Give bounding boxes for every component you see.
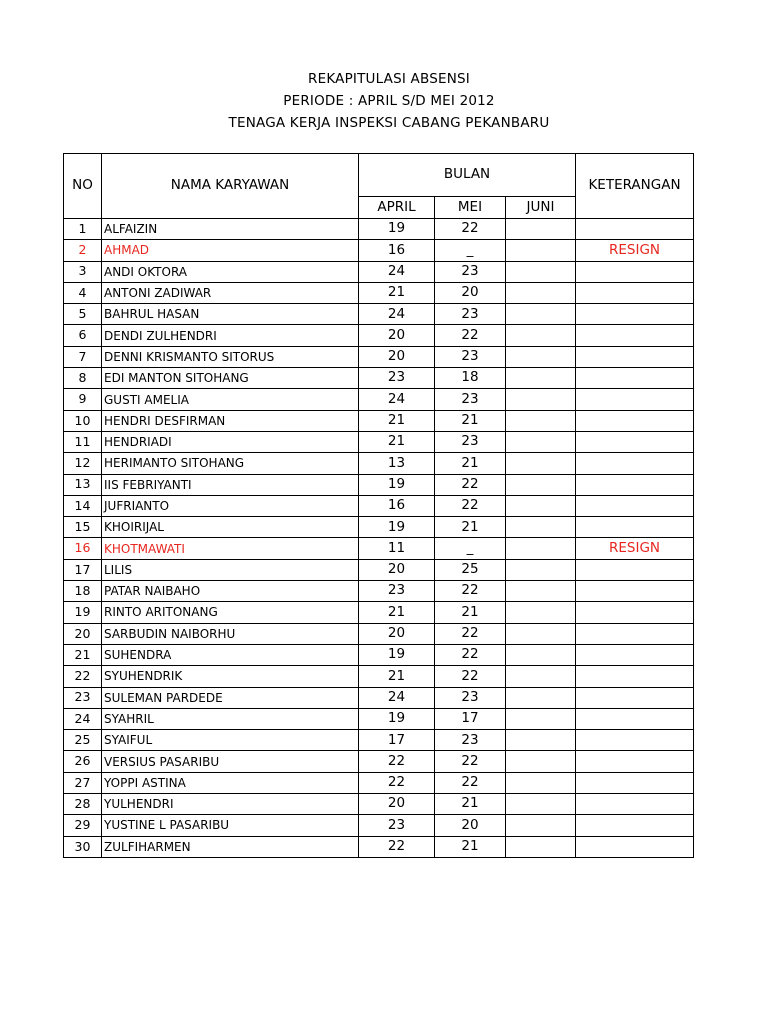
cell-name: SULEMAN PARDEDE [102,687,359,708]
cell-keterangan [576,602,694,623]
table-row [64,453,694,474]
cell-mei: 23 [435,431,506,452]
table-row [64,474,694,495]
cell-keterangan: RESIGN [576,538,694,559]
cell-keterangan [576,730,694,751]
cell-keterangan [576,751,694,772]
cell-april: 21 [359,602,435,623]
cell-no: 7 [64,346,102,367]
cell-no: 24 [64,708,102,729]
cell-mei: _ [435,538,506,559]
cell-mei: 23 [435,389,506,410]
cell-keterangan [576,772,694,793]
cell-mei: 22 [435,666,506,687]
cell-keterangan [576,581,694,602]
cell-mei: 22 [435,219,506,240]
cell-juni [506,602,576,623]
cell-name: YUSTINE L PASARIBU [102,815,359,836]
header-name: NAMA KARYAWAN [102,154,359,219]
cell-juni [506,346,576,367]
cell-no: 28 [64,794,102,815]
cell-april: 20 [359,794,435,815]
table-row [64,495,694,516]
cell-keterangan [576,687,694,708]
cell-name: KHOTMAWATI [102,538,359,559]
title-line-2: PERIODE : APRIL S/D MEI 2012 [283,93,495,109]
table-row [64,389,694,410]
table-row [64,261,694,282]
cell-no: 26 [64,751,102,772]
table-row [64,559,694,580]
cell-mei: 21 [435,836,506,857]
cell-mei: 22 [435,644,506,665]
cell-juni [506,581,576,602]
cell-mei: 21 [435,517,506,538]
cell-keterangan [576,474,694,495]
cell-mei: 23 [435,346,506,367]
cell-keterangan [576,304,694,325]
table-row [64,623,694,644]
title-line-1: REKAPITULASI ABSENSI [308,71,470,87]
cell-name: DENNI KRISMANTO SITORUS [102,346,359,367]
cell-name: DENDI ZULHENDRI [102,325,359,346]
cell-april: 11 [359,538,435,559]
cell-no: 20 [64,623,102,644]
table-row [64,410,694,431]
cell-no: 8 [64,368,102,389]
header-juni: JUNI [506,197,576,219]
cell-mei: 23 [435,261,506,282]
cell-april: 24 [359,261,435,282]
cell-mei: 22 [435,495,506,516]
cell-april: 19 [359,517,435,538]
cell-no: 27 [64,772,102,793]
cell-name: SYAHRIL [102,708,359,729]
cell-mei: 22 [435,325,506,346]
table-row [64,772,694,793]
cell-no: 15 [64,517,102,538]
cell-keterangan [576,389,694,410]
cell-juni [506,325,576,346]
cell-name: HENDRI DESFIRMAN [102,410,359,431]
cell-name: VERSIUS PASARIBU [102,751,359,772]
cell-name: SYAIFUL [102,730,359,751]
cell-no: 11 [64,431,102,452]
cell-april: 19 [359,644,435,665]
cell-name: YOPPI ASTINA [102,772,359,793]
cell-no: 29 [64,815,102,836]
table-body [64,219,694,858]
cell-april: 20 [359,325,435,346]
cell-no: 13 [64,474,102,495]
cell-no: 17 [64,559,102,580]
cell-no: 25 [64,730,102,751]
title-line-3: TENAGA KERJA INSPEKSI CABANG PEKANBARU [228,115,550,131]
cell-mei: 21 [435,794,506,815]
cell-keterangan [576,410,694,431]
cell-juni [506,410,576,431]
cell-keterangan [576,559,694,580]
cell-keterangan [576,282,694,303]
cell-mei: 22 [435,751,506,772]
cell-keterangan [576,794,694,815]
cell-mei: 25 [435,559,506,580]
cell-keterangan [576,431,694,452]
cell-april: 21 [359,431,435,452]
cell-name: SYUHENDRIK [102,666,359,687]
cell-keterangan [576,517,694,538]
table-row [64,836,694,857]
cell-april: 21 [359,666,435,687]
cell-juni [506,794,576,815]
cell-no: 6 [64,325,102,346]
cell-april: 22 [359,751,435,772]
cell-no: 2 [64,240,102,261]
table-row [64,581,694,602]
cell-keterangan [576,666,694,687]
table-row [64,815,694,836]
cell-april: 24 [359,304,435,325]
cell-april: 19 [359,219,435,240]
cell-juni [506,240,576,261]
cell-juni [506,304,576,325]
cell-keterangan [576,346,694,367]
cell-name: KHOIRIJAL [102,517,359,538]
table-row [64,431,694,452]
cell-keterangan [576,325,694,346]
cell-keterangan [576,836,694,857]
cell-name: RINTO ARITONANG [102,602,359,623]
cell-mei: 22 [435,772,506,793]
cell-april: 23 [359,368,435,389]
cell-keterangan: RESIGN [576,240,694,261]
cell-april: 19 [359,708,435,729]
cell-april: 21 [359,410,435,431]
cell-no: 30 [64,836,102,857]
cell-keterangan [576,219,694,240]
cell-juni [506,687,576,708]
cell-keterangan [576,815,694,836]
cell-mei: 21 [435,602,506,623]
cell-no: 16 [64,538,102,559]
cell-no: 23 [64,687,102,708]
cell-name: YULHENDRI [102,794,359,815]
cell-no: 18 [64,581,102,602]
cell-juni [506,219,576,240]
cell-no: 21 [64,644,102,665]
cell-name: SARBUDIN NAIBORHU [102,623,359,644]
table-row [64,325,694,346]
table-row [64,282,694,303]
table-row [64,368,694,389]
cell-mei: 23 [435,304,506,325]
cell-name: HENDRIADI [102,431,359,452]
cell-mei: 22 [435,623,506,644]
cell-juni [506,431,576,452]
cell-no: 5 [64,304,102,325]
cell-april: 23 [359,581,435,602]
table-row [64,666,694,687]
cell-keterangan [576,261,694,282]
table-row [64,794,694,815]
cell-name: EDI MANTON SITOHANG [102,368,359,389]
cell-mei: _ [435,240,506,261]
cell-name: ALFAIZIN [102,219,359,240]
header-april: APRIL [359,197,435,219]
cell-juni [506,730,576,751]
cell-april: 21 [359,282,435,303]
table-row [64,751,694,772]
cell-mei: 21 [435,410,506,431]
cell-mei: 20 [435,282,506,303]
cell-april: 16 [359,240,435,261]
cell-april: 17 [359,730,435,751]
table-row [64,538,694,559]
cell-no: 1 [64,219,102,240]
cell-juni [506,538,576,559]
cell-keterangan [576,644,694,665]
attendance-table [63,153,694,858]
table-row [64,708,694,729]
cell-name: SUHENDRA [102,644,359,665]
cell-keterangan [576,708,694,729]
cell-name: ANTONI ZADIWAR [102,282,359,303]
document-title [0,68,768,134]
cell-juni [506,261,576,282]
cell-april: 23 [359,815,435,836]
header-mei: MEI [435,197,506,219]
cell-april: 22 [359,836,435,857]
cell-april: 20 [359,346,435,367]
cell-april: 13 [359,453,435,474]
cell-juni [506,474,576,495]
cell-juni [506,708,576,729]
cell-no: 10 [64,410,102,431]
header-no: NO [64,154,102,219]
cell-juni [506,644,576,665]
table-row [64,304,694,325]
cell-juni [506,559,576,580]
table-row [64,644,694,665]
table-row [64,219,694,240]
cell-juni [506,772,576,793]
cell-juni [506,815,576,836]
cell-juni [506,751,576,772]
cell-juni [506,389,576,410]
cell-juni [506,517,576,538]
cell-no: 14 [64,495,102,516]
cell-name: AHMAD [102,240,359,261]
cell-no: 22 [64,666,102,687]
cell-april: 20 [359,623,435,644]
cell-name: HERIMANTO SITOHANG [102,453,359,474]
cell-keterangan [576,368,694,389]
cell-name: IIS FEBRIYANTI [102,474,359,495]
cell-no: 4 [64,282,102,303]
cell-april: 24 [359,687,435,708]
cell-no: 9 [64,389,102,410]
cell-april: 22 [359,772,435,793]
cell-name: ANDI OKTORA [102,261,359,282]
cell-juni [506,495,576,516]
table-row [64,602,694,623]
header-keterangan: KETERANGAN [576,154,694,219]
cell-name: PATAR NAIBAHO [102,581,359,602]
cell-no: 19 [64,602,102,623]
cell-name: LILIS [102,559,359,580]
table-row [64,730,694,751]
cell-juni [506,836,576,857]
cell-april: 19 [359,474,435,495]
cell-name: GUSTI AMELIA [102,389,359,410]
cell-mei: 22 [435,474,506,495]
table-row [64,687,694,708]
cell-keterangan [576,623,694,644]
cell-april: 20 [359,559,435,580]
cell-juni [506,623,576,644]
cell-juni [506,368,576,389]
cell-mei: 20 [435,815,506,836]
table-row [64,346,694,367]
cell-no: 3 [64,261,102,282]
cell-juni [506,453,576,474]
cell-mei: 23 [435,730,506,751]
cell-name: ZULFIHARMEN [102,836,359,857]
cell-keterangan [576,495,694,516]
cell-name: BAHRUL HASAN [102,304,359,325]
cell-name: JUFRIANTO [102,495,359,516]
cell-mei: 23 [435,687,506,708]
cell-juni [506,282,576,303]
cell-mei: 17 [435,708,506,729]
cell-juni [506,666,576,687]
cell-april: 16 [359,495,435,516]
cell-mei: 22 [435,581,506,602]
cell-no: 12 [64,453,102,474]
cell-mei: 18 [435,368,506,389]
cell-mei: 21 [435,453,506,474]
cell-keterangan [576,453,694,474]
cell-april: 24 [359,389,435,410]
header-bulan: BULAN [359,154,576,197]
table-row [64,240,694,261]
table-row [64,517,694,538]
